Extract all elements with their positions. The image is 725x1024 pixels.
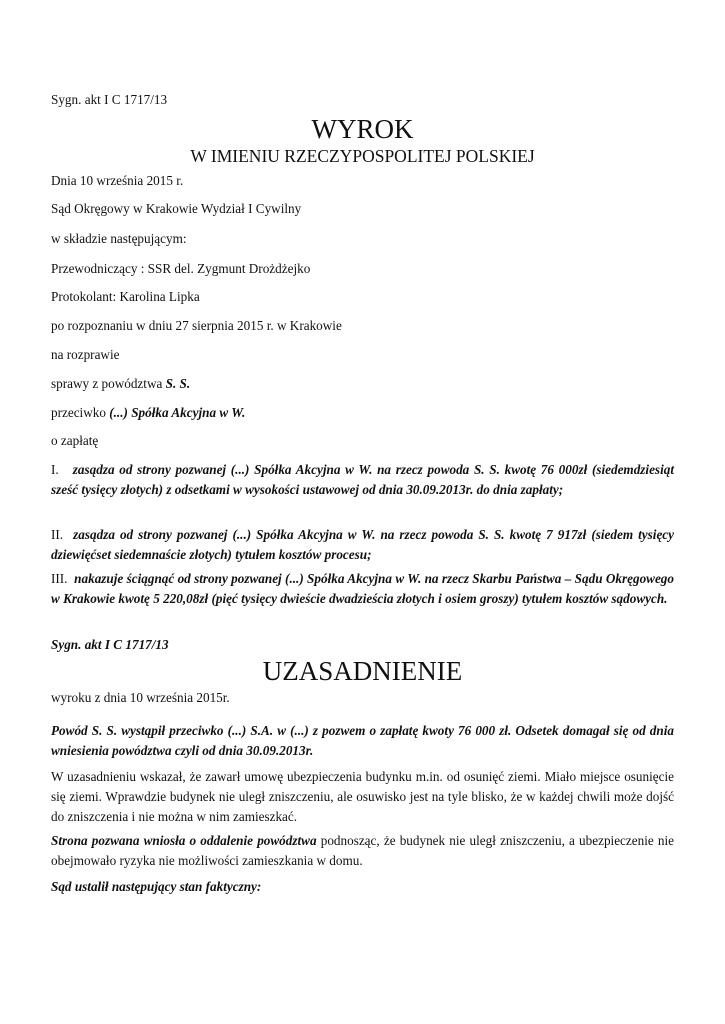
verdict-title: WYROK [311,114,414,144]
case-plaintiff-line [51,374,190,394]
case-signature: Sygn. akt I C 1717/13 [51,92,168,107]
verdict-date: Dnia 10 września 2015 r. [51,173,184,188]
case-defendant-line [51,403,245,423]
reasons-signature: Sygn. akt I C 1717/13 [51,637,169,652]
court-clerk: Protokolant: Karolina Lipka [51,289,200,304]
reasons-reference: wyroku z dnia 10 września 2015r. [51,690,230,705]
reasons-title: UZASADNIENIE [262,656,463,686]
plaintiff-name: S. S. [165,376,191,391]
trial-info: na rozprawie [51,347,120,362]
verdict-point-3 [51,569,674,609]
presiding-judge: Przewodniczący : SSR del. Zygmunt Drożdżejko [51,261,311,276]
court-composition: w składzie następującym: [51,231,187,246]
defense-statement [51,831,674,871]
verdict-point-text: zasądza od strony pozwanej (...) Spółka Akcyjna w W. na rzecz powoda S. S. kwotę 76 000zł (siedemdziesiąt sześć tysięcy złotych) z odsetkami w wysokości ustawowej od dnia 30.09.2013r. do dnia zapłaty; [51,462,674,497]
verdict-point-number: I. [51,462,59,477]
facts-heading: Sąd ustalił następujący stan faktyczny: [51,879,262,894]
verdict-point-2 [51,525,674,565]
case-prefix: sprawy z powództwa [51,376,166,391]
case-subject: o zapłatę [51,433,99,448]
court-name: Sąd Okręgowy w Krakowie Wydział I Cywilny [51,201,302,216]
defense-bold: Strona pozwana wniosła o oddalenie powództwa [51,833,317,848]
defense-rest: podnosząc, że budynek nie uległ zniszczeniu, a ubezpieczenie nie obejmowało ryzyka nie możliwości zamieszkania w domu. [51,833,674,868]
defendant-name: (...) Spółka Akcyjna w W. [109,405,246,420]
verdict-point-text: nakazuje ściągnąć od strony pozwanej (...) Spółka Akcyjna w W. na rzecz Skarbu Państwa – Sądu Okręgowego w Krakowie kwotę 5 220,08zł (pięć tysięcy dwieście dwadzieścia złotych i osiem groszy) tytułem kosztów sądowych. [51,571,674,606]
against-prefix: przeciwko [51,405,110,420]
plaintiff-claim: Powód S. S. wystąpił przeciwko (...) S.A. w (...) z pozwem o zapłatę kwoty 76 000 zł. Odsetek domagał się od dnia wniesienia powództwa czyli od dnia 30.09.2013r. [51,723,674,758]
verdict-point-1 [51,460,674,500]
verdict-subtitle: W IMIENIU RZECZYPOSPOLITEJ POLSKIEJ [190,146,535,166]
hearing-info: po rozpoznaniu w dniu 27 sierpnia 2015 r. w Krakowie [51,318,342,333]
plaintiff-statement: W uzasadnieniu wskazał, że zawarł umowę ubezpieczenia budynku m.in. od osunięć ziemi. Miało miejsce osunięcie się ziemi. Wprawdzie budynek nie uległ zniszczeniu, ale osuwisko jest na tyle blisko, że w każdej chwili może dojść do zniszczenia i nie można w nim zamieszkać. [51,769,674,824]
verdict-point-number: II. [51,527,64,542]
verdict-point-number: III. [51,571,68,586]
verdict-point-text: zasądza od strony pozwanej (...) Spółka Akcyjna w W. na rzecz powoda S. S. kwotę 7 917zł (siedem tysięcy dziewięćset siedemnaście złotych) tytułem kosztów procesu; [51,527,675,562]
